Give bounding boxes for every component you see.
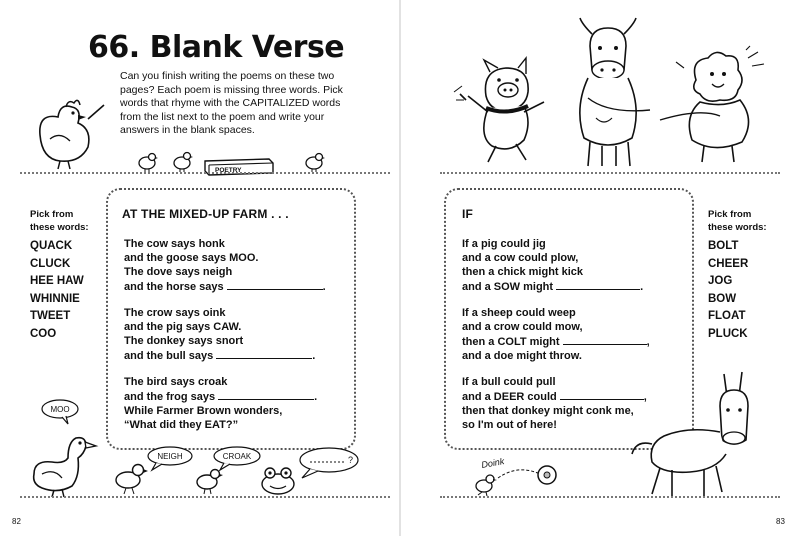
poem-line: If a sheep could weep bbox=[462, 307, 576, 319]
poem-line: The crow says oink bbox=[124, 307, 226, 319]
chick-icon bbox=[170, 150, 194, 172]
poem-stanza bbox=[124, 237, 326, 294]
poetry-book-icon bbox=[203, 157, 275, 177]
word-list bbox=[708, 238, 748, 343]
poem-line: and a crow could mow, bbox=[462, 321, 583, 333]
word-option: FLOAT bbox=[708, 310, 746, 322]
poem-line: “What did they EAT?” bbox=[124, 419, 239, 431]
answer-blank[interactable] bbox=[218, 389, 314, 400]
moo-speech-bubble bbox=[40, 398, 80, 424]
poem-line: then a chick might kick bbox=[462, 266, 584, 278]
poem-line: If a pig could jig bbox=[462, 238, 546, 250]
page-number: 82 bbox=[12, 517, 21, 526]
poem-line: so I'm out of here! bbox=[462, 419, 557, 431]
word-option: HEE HAW bbox=[30, 275, 84, 287]
poem-line-text: and a DEER could bbox=[462, 391, 557, 403]
donkey-illustration bbox=[628, 370, 768, 500]
poem-line: and a SOW might . bbox=[462, 281, 644, 293]
ground-line bbox=[440, 496, 780, 498]
sheep-illustration bbox=[660, 46, 770, 164]
poem-line-text: then a COLT might bbox=[462, 336, 560, 348]
word-list-heading-line: Pick from bbox=[30, 209, 74, 220]
cow-illustration bbox=[560, 18, 656, 168]
ground-line bbox=[440, 172, 780, 174]
poem-line-text: and the bull says bbox=[124, 350, 214, 362]
word-option: COO bbox=[30, 327, 57, 340]
word-list-heading-line: Pick from bbox=[708, 209, 752, 220]
question-speech-bubble bbox=[298, 446, 360, 478]
poem-title: IF bbox=[462, 207, 474, 221]
poem-line: The bird says croak bbox=[124, 376, 228, 388]
answer-blank[interactable] bbox=[227, 279, 323, 290]
poem-stanza bbox=[462, 306, 650, 363]
word-option: WHINNIE bbox=[30, 292, 80, 305]
chick-icon bbox=[472, 472, 498, 496]
sound-effect-text: Doink bbox=[480, 456, 506, 470]
poem-line: and the horse says . bbox=[124, 281, 326, 293]
word-option: PLUCK bbox=[708, 327, 748, 340]
chick-icon bbox=[193, 466, 223, 494]
bubble-text: NEIGH bbox=[157, 452, 183, 461]
book-spine bbox=[399, 0, 401, 536]
poem-line: and a doe might throw. bbox=[462, 350, 582, 362]
ball-icon bbox=[536, 464, 558, 486]
chick-icon bbox=[135, 152, 159, 172]
poem-stanza bbox=[462, 375, 647, 432]
word-list bbox=[30, 238, 84, 343]
word-option: BOW bbox=[708, 292, 737, 305]
word-option: CHEER bbox=[708, 257, 749, 270]
word-list-heading-line: these words: bbox=[708, 222, 767, 233]
ground-line bbox=[20, 496, 390, 498]
poem-line: then a COLT might , bbox=[462, 336, 650, 348]
answer-blank[interactable] bbox=[556, 279, 640, 290]
poem-line-text: and the horse says bbox=[124, 281, 224, 293]
instructions-text bbox=[120, 70, 360, 138]
neigh-speech-bubble bbox=[146, 446, 194, 470]
answer-blank[interactable] bbox=[216, 348, 312, 359]
poem-line: If a bull could pull bbox=[462, 376, 556, 388]
hen-illustration bbox=[30, 95, 110, 170]
poem-line: and the goose says MOO. bbox=[124, 252, 259, 264]
bubble-text: ? bbox=[348, 455, 354, 465]
poem-stanza bbox=[462, 237, 643, 294]
word-option: CLUCK bbox=[30, 257, 71, 270]
poem-line-text: and a SOW might bbox=[462, 281, 554, 293]
pig-illustration bbox=[452, 56, 562, 166]
goose-illustration bbox=[28, 430, 98, 498]
word-list-heading bbox=[708, 208, 767, 234]
word-list-heading bbox=[30, 208, 89, 234]
instructions-paragraph: Can you finish writing the poems on these two pages? Each poem is missing three words. Pick words that rhyme with the CAPITALIZED words from the list next to the poem and write your answers in the blank spaces. bbox=[120, 70, 343, 136]
word-option: QUACK bbox=[30, 240, 73, 252]
word-option: TWEET bbox=[30, 310, 71, 322]
poem-line: and the bull says . bbox=[124, 350, 316, 362]
word-list-heading-line: these words: bbox=[30, 222, 89, 233]
page-title: 66. Blank Verse bbox=[88, 30, 345, 65]
word-option: BOLT bbox=[708, 240, 739, 252]
frog-illustration bbox=[256, 466, 300, 496]
poem-stanza bbox=[124, 306, 315, 363]
bubble-text: MOO bbox=[50, 405, 70, 414]
page-number: 83 bbox=[776, 517, 785, 526]
poem-line: The cow says honk bbox=[124, 238, 225, 250]
word-option: JOG bbox=[708, 275, 733, 287]
poem-line: and the frog says . bbox=[124, 391, 318, 403]
poem-line: The dove says neigh bbox=[124, 266, 233, 278]
poem-line: and a cow could plow, bbox=[462, 252, 579, 264]
poem-line: The donkey says snort bbox=[124, 335, 244, 347]
poem-line: While Farmer Brown wonders, bbox=[124, 405, 283, 417]
book-title: POETRY bbox=[215, 167, 242, 174]
poem-line: and the pig says CAW. bbox=[124, 321, 242, 333]
poem-title: AT THE MIXED-UP FARM . . . bbox=[122, 207, 289, 221]
chick-icon bbox=[112, 460, 148, 494]
bubble-text: CROAK bbox=[222, 452, 252, 461]
ground-line bbox=[20, 172, 390, 174]
poem-line-text: and the frog says bbox=[124, 391, 216, 403]
chick-icon bbox=[302, 152, 326, 172]
answer-blank[interactable] bbox=[563, 334, 647, 345]
poem-stanza bbox=[124, 375, 317, 432]
poem-line: and a DEER could , bbox=[462, 391, 647, 403]
poem-line: then that donkey might conk me, bbox=[462, 405, 634, 417]
